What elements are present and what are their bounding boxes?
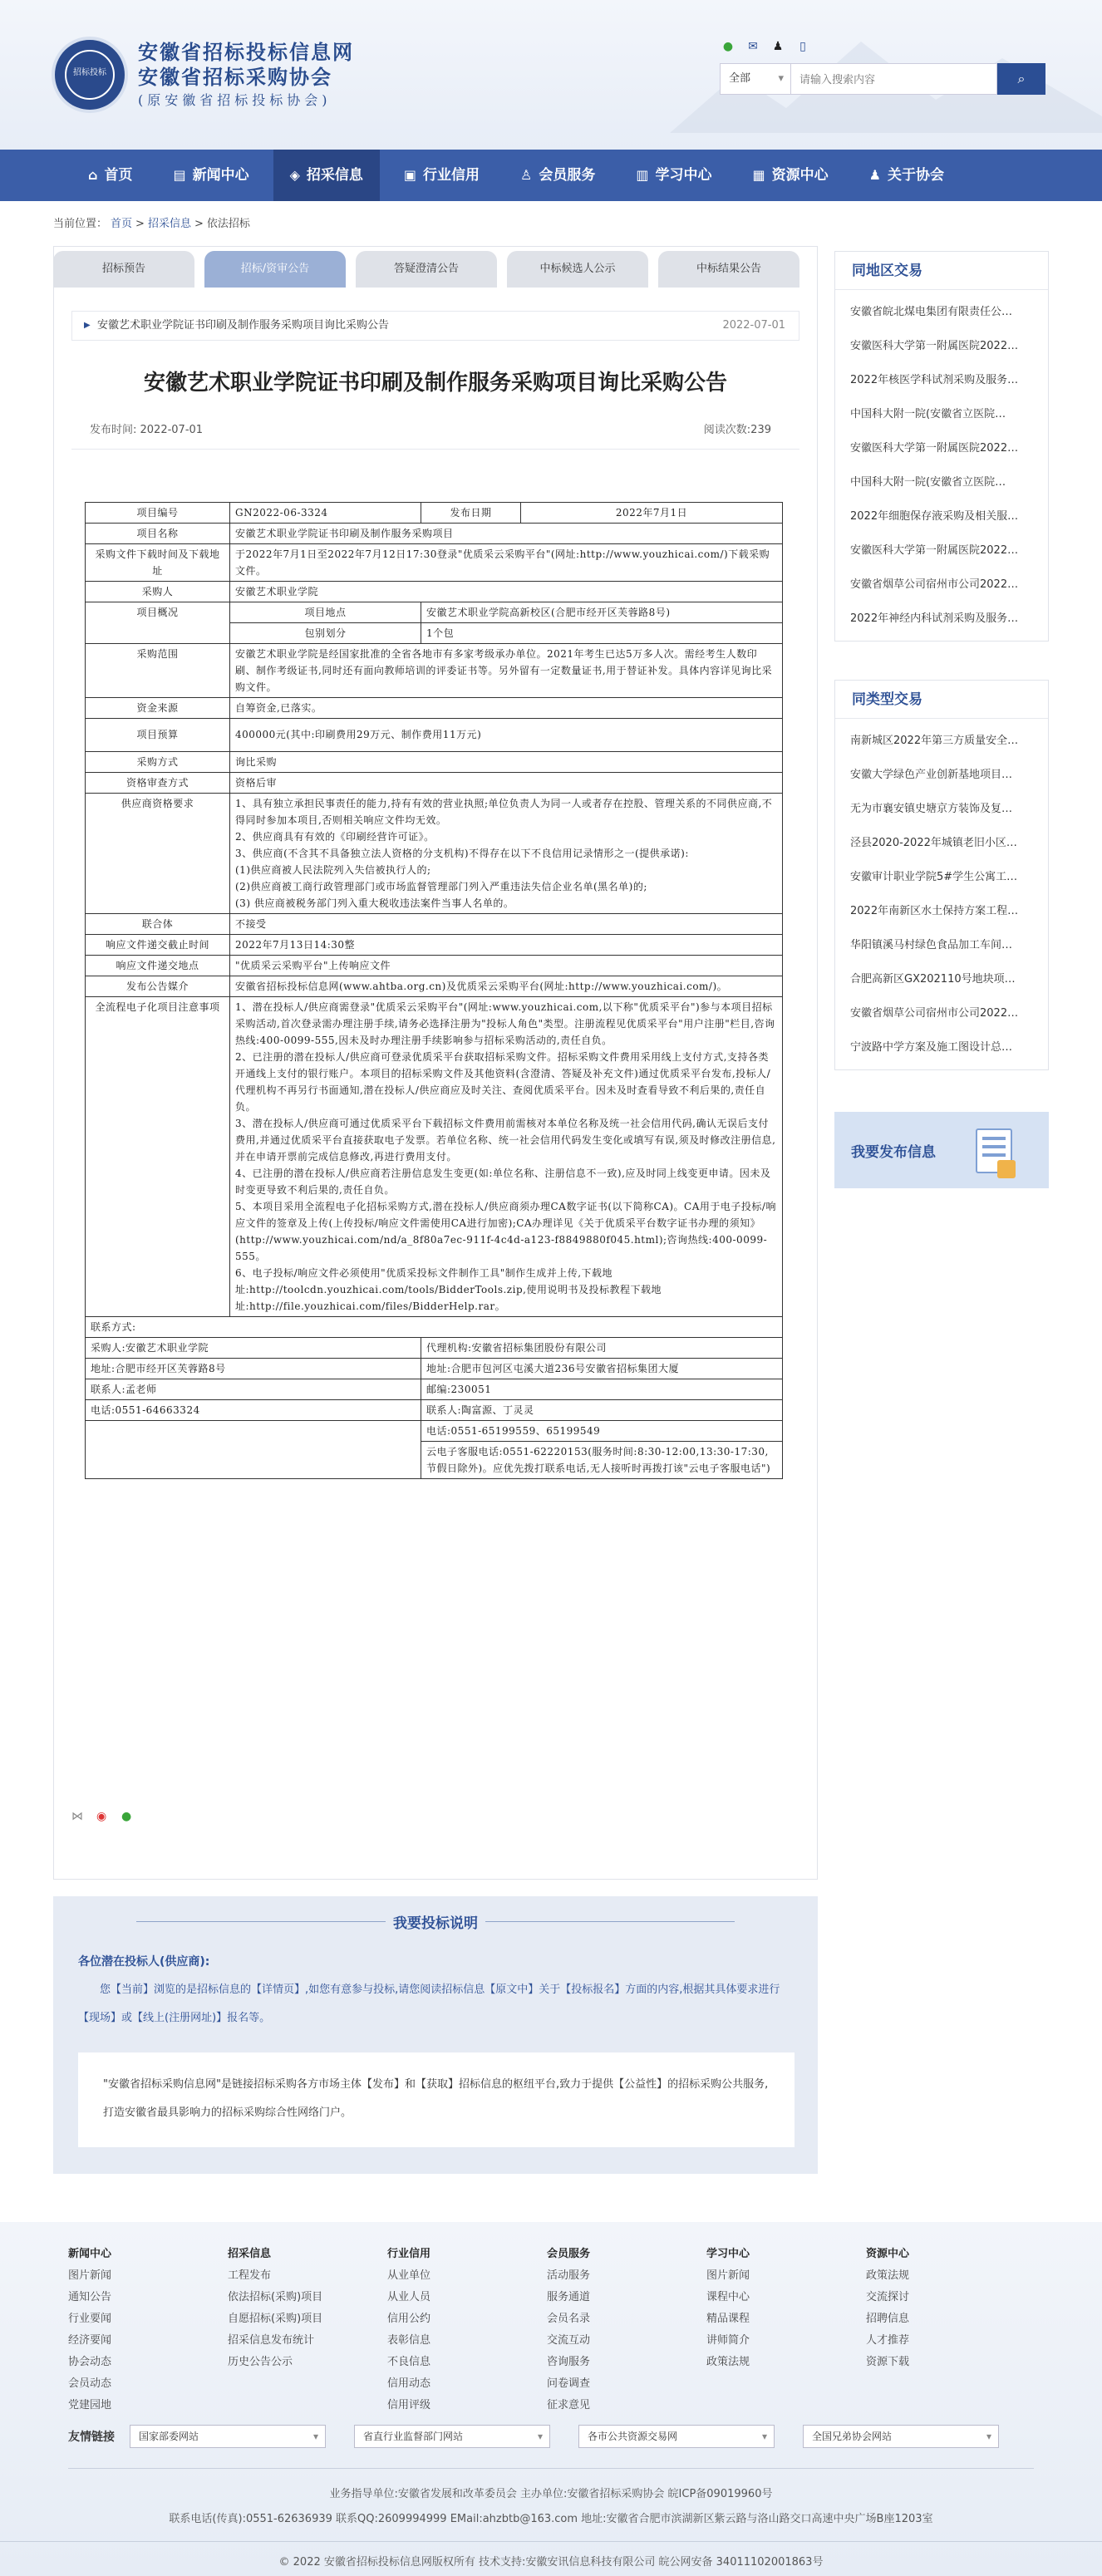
- side-item[interactable]: 安徽医科大学第一附属医院2022…: [850, 340, 1019, 352]
- breadcrumb-current: 依法招标: [206, 218, 250, 230]
- search-input[interactable]: [791, 63, 997, 95]
- breadcrumb-home[interactable]: 首页: [111, 218, 133, 230]
- side-heading: 同地区交易: [835, 252, 1048, 290]
- doc-line: 5、本项目采用全流程电子化招标采购方式,潜在投标人/供应商须办理CA数字证书(以下简称CA)。CA用于电子投标/响应文件的签章及上传(上传投标/响应文件需使用CA进行加密);CA办理详见《关于优质采平台数字证书办理的须知》(http://www.youzhicai.com/nd/a_8f80a7ec-911f-4c4d-a123-f8849880f045.html);咨询热线:400-0099-555。: [235, 1201, 776, 1262]
- side-item[interactable]: 中国科大附一院(安徽省立医院…: [850, 476, 1006, 489]
- site-footer: [0, 2222, 1102, 2576]
- nav-label: 新闻中心: [192, 167, 249, 184]
- contact-person-2: 联系人:陶富源、丁灵灵: [421, 1400, 783, 1421]
- footer-col-title[interactable]: 学习中心: [706, 2248, 750, 2260]
- nav-label: 招采信息: [306, 167, 363, 184]
- footer-col-title[interactable]: 会员服务: [547, 2248, 591, 2260]
- contact-service: 云电子客服电话:0551-62220153(服务时间:8:30-12:00,13:30-17:30,节假日除外)。应优先拨打联系电话,无人接听时再拨打该"云电子客服电话"): [421, 1442, 783, 1479]
- footer-link[interactable]: 党建园地: [68, 2399, 112, 2411]
- mobile-icon[interactable]: ▯: [799, 40, 806, 53]
- friend-links-label: 友情链接: [68, 2431, 115, 2444]
- tab-clarification[interactable]: 答疑澄清公告: [356, 251, 497, 288]
- search-button[interactable]: [997, 63, 1045, 95]
- side-item[interactable]: 无为市襄安镇史塘京方装饰及复…: [850, 803, 1013, 815]
- search-icon: ⌕: [1017, 71, 1026, 86]
- instructions-para: 您【当前】浏览的是招标信息的【详情页】,如您有意参与投标,请您阅读招标信息【原文中】关于【投标报名】方面的内容,根据其具体要求进行【现场】或【线上(注册网址)】报名等。: [78, 1984, 780, 2024]
- footer-link[interactable]: 征求意见: [547, 2399, 591, 2411]
- friend-link-select[interactable]: 国家部委网站 ▾: [130, 2425, 326, 2448]
- site-logo[interactable]: [52, 37, 128, 113]
- doc-value: 不接受: [230, 914, 783, 935]
- mail-icon[interactable]: ✉: [748, 40, 758, 53]
- footer-link[interactable]: 精品课程: [706, 2313, 750, 2325]
- doc-value: 安徽艺术职业学院是经国家批准的全省各地市有多家考级承办单位。2021年考生已达5万多人次。需经考生人数印刷、制作考级证书,同时还有面向教师培训的评委证书等。另外留有一定数量证书,用于替证补发。具体内容详见询比采购文件。: [230, 644, 783, 698]
- doc-line: 3、潜在投标人/供应商可通过优质采平台下载招标文件费用前需核对本单位名称及统一社会信用代码,确认无误后支付费用,并通过优质采平台直接获取电子发票。若单位名称、统一社会信用代码发生变化或填写有误,须及时修改注册信息,并在申请开票前完成信息修改,再进行费用支付。: [235, 1118, 776, 1163]
- side-item[interactable]: 2022年南新区水土保持方案工程…: [850, 905, 1019, 917]
- doc-line: 3、供应商(不含其不具备独立法人资格的分支机构)不得存在以下不良信用记录情形之一(提供承诺):: [235, 848, 689, 859]
- nav-label: 首页: [104, 167, 133, 184]
- side-item[interactable]: 安徽省烟草公司宿州市公司2022…: [850, 578, 1019, 591]
- top-icons: [721, 40, 809, 53]
- notice-tabs: [53, 251, 818, 288]
- doc-key: 项目名称: [86, 524, 230, 544]
- footer-link[interactable]: 招采信息发布统计: [228, 2334, 315, 2347]
- publish-time: 发布时间: 2022-07-01: [90, 424, 204, 436]
- side-type-trades: [834, 680, 1049, 1070]
- nav-label: 行业信用: [423, 167, 480, 184]
- footer-link[interactable]: 课程中心: [706, 2291, 750, 2303]
- footer-col: [228, 2244, 387, 2416]
- nav-news[interactable]: [156, 150, 265, 201]
- footer-link[interactable]: 服务通道: [547, 2291, 591, 2303]
- footer-link[interactable]: 交流互动: [547, 2334, 591, 2347]
- nav-label: 关于协会: [887, 167, 944, 184]
- layers-icon: ◈: [289, 167, 300, 183]
- notice-document: [85, 502, 783, 1479]
- search-bar: [720, 63, 1045, 95]
- nav-label: 会员服务: [539, 167, 596, 184]
- breadcrumb-prefix: 当前位置：: [53, 218, 108, 230]
- footer-link[interactable]: 从业人员: [387, 2291, 431, 2303]
- doc-value: 资格后审: [230, 773, 783, 794]
- footer-col: [866, 2244, 1026, 2416]
- publish-info-button[interactable]: [834, 1112, 1049, 1188]
- footer-link[interactable]: 咨询服务: [547, 2356, 591, 2368]
- doc-line: 4、已注册的潜在投标人/供应商若注册信息发生变更(如:单位名称、注册信息不一致),应及时同上线变更申请。因未及时变更导致不利后果的,责任自负。: [235, 1168, 771, 1196]
- doc-value: [230, 997, 783, 1317]
- doc-key: 采购文件下载时间及下载地址: [86, 544, 230, 582]
- side-item[interactable]: 2022年神经内科试剂采购及服务…: [850, 612, 1019, 625]
- doc-key: 项目编号: [86, 503, 230, 524]
- doc-key: 响应文件递交地点: [86, 956, 230, 976]
- breadcrumb-sep: >: [135, 218, 145, 230]
- footer-link[interactable]: 信用动态: [387, 2377, 431, 2390]
- doc-value: GN2022-06-3324: [230, 503, 421, 524]
- notice-date: 2022-07-01: [722, 319, 785, 332]
- nav-procurement[interactable]: [273, 150, 380, 201]
- footer-link[interactable]: 会员动态: [68, 2377, 112, 2390]
- side-item[interactable]: 泾县2020-2022年城镇老旧小区…: [850, 837, 1017, 849]
- footer-line-3: © 2022 安徽省招标投标信息网版权所有 技术支持:安徽安讯信息科技有限公司 皖公网安备 34011102001863号: [278, 2556, 824, 2569]
- nav-member[interactable]: [504, 150, 612, 201]
- logo-text: 招标投标: [73, 68, 106, 77]
- footer-col: [706, 2244, 866, 2416]
- instructions-heading: 我要投标说明: [393, 1915, 478, 1932]
- footer-link[interactable]: 问卷调查: [547, 2377, 591, 2390]
- doc-line: (3) 供应商被税务部门列入重大税收违法案件当事人名单的。: [235, 897, 514, 909]
- doc-key: 供应商资格要求: [86, 794, 230, 914]
- doc-key: 项目概况: [86, 602, 230, 644]
- nav-resources[interactable]: [735, 150, 844, 201]
- search-scope-select[interactable]: 全部 ▾: [720, 63, 791, 95]
- doc-key: 联合体: [86, 914, 230, 935]
- footer-link[interactable]: 从业单位: [387, 2269, 431, 2282]
- contact-address-2: 地址:合肥市包河区屯溪大道236号安徽省招标集团大厦: [421, 1359, 783, 1379]
- tab-bid-notice[interactable]: 招标/资审公告: [204, 251, 346, 288]
- footer-col-title[interactable]: 招采信息: [228, 2248, 272, 2260]
- doc-value: 于2022年7月1日至2022年7月12日17:30登录"优质采云采购平台"(网址:http://www.youzhicai.com/)下载采购文件。: [230, 544, 783, 582]
- footer-link[interactable]: 会员名录: [547, 2313, 591, 2325]
- side-local-trades: [834, 251, 1049, 642]
- people-icon: ♟: [868, 167, 881, 183]
- footer-link[interactable]: 行业要闻: [68, 2313, 112, 2325]
- doc-value: 400000元(其中:印刷费用29万元、制作费用11万元): [230, 719, 783, 752]
- publish-info-label: 我要发布信息: [851, 1144, 936, 1161]
- side-item[interactable]: 安徽医科大学第一附属医院2022…: [850, 544, 1019, 557]
- qq-icon[interactable]: ♟: [772, 40, 784, 53]
- footer-link[interactable]: 信用公约: [387, 2313, 431, 2325]
- footer-link[interactable]: 图片新闻: [68, 2269, 112, 2282]
- friend-link-select[interactable]: 全国兄弟协会网站 ▾: [803, 2425, 999, 2448]
- side-item[interactable]: 安徽医科大学第一附属医院2022…: [850, 442, 1019, 455]
- doc-value: 安徽艺术职业学院: [230, 582, 783, 602]
- footer-link[interactable]: 政策法规: [706, 2356, 750, 2368]
- doc-key: 资金来源: [86, 698, 230, 719]
- footer-link[interactable]: 通知公告: [68, 2291, 112, 2303]
- contact-tel-1: 电话:0551-64663324: [86, 1400, 421, 1421]
- doc-value: 安徽艺术职业学院高新校区(合肥市经开区芙蓉路8号): [421, 602, 783, 623]
- breadcrumb-sep: >: [194, 218, 204, 230]
- tab-preview[interactable]: 招标预告: [53, 251, 194, 288]
- side-item[interactable]: 安徽省烟草公司宿州市公司2022…: [850, 1007, 1019, 1020]
- doc-line: 6、电子投标/响应文件必须使用"优质采投标文件制作工具"制作生成并上传,下载地址:http://toolcdn.youzhicai.com/tools/BidderTools.zip,使用说明书及投标教程下载地址:http://file.youzhicai.com/files/BidderHelp.rar。: [235, 1267, 662, 1312]
- footer-link[interactable]: 历史公告公示: [228, 2356, 293, 2368]
- wechat-icon[interactable]: ●: [722, 40, 734, 53]
- footer-col-title[interactable]: 资源中心: [866, 2248, 910, 2260]
- doc-key: 采购范围: [86, 644, 230, 698]
- book-icon: ▥: [636, 167, 649, 183]
- footer-link[interactable]: 不良信息: [387, 2356, 431, 2368]
- home-icon: ⌂: [88, 167, 98, 183]
- nav-label: 学习中心: [655, 167, 712, 184]
- contact-agent: 代理机构:安徽省招标集团股份有限公司: [421, 1338, 783, 1359]
- notice-text: 安徽艺术职业学院证书印刷及制作服务采购项目询比采购公告: [97, 319, 390, 332]
- side-item[interactable]: 中国科大附一院(安徽省立医院…: [850, 408, 1006, 420]
- side-item[interactable]: 安徽大学绿色产业创新基地项目…: [850, 769, 1013, 781]
- footer-link[interactable]: 依法招标(采购)项目: [228, 2291, 323, 2303]
- instructions-box: "安徽省招标采购信息网"是链接招标采购各方市场主体【发布】和【获取】招标信息的枢纽平台,致力于提供【公益性】的招标采购公共服务,打造安徽省最具影响力的招标采购综合性网络门户。: [78, 2052, 795, 2147]
- side-item[interactable]: 安徽省皖北煤电集团有限责任公…: [850, 306, 1013, 318]
- footer-link[interactable]: 表彰信息: [387, 2334, 431, 2347]
- site-title-2: 安徽省招标采购协会: [138, 65, 332, 89]
- user-icon: ♙: [520, 167, 533, 183]
- footer-link[interactable]: 经济要闻: [68, 2334, 112, 2347]
- breadcrumb: [53, 214, 253, 230]
- divider: [71, 449, 799, 450]
- footer-col: [387, 2244, 547, 2416]
- doc-line: 1、具有独立承担民事责任的能力,持有有效的营业执照;单位负责人为同一人或者存在控股、管理关系的不同供应商,不得同时参加本项目,否则相关响应文件均无效。: [235, 798, 773, 826]
- chart-icon: [997, 1160, 1016, 1178]
- side-heading: 同类型交易: [835, 681, 1048, 719]
- share-icon[interactable]: ⋈: [71, 1810, 83, 1823]
- doc-key: 响应文件递交截止时间: [86, 935, 230, 956]
- contact-buyer: 采购人:安徽艺术职业学院: [86, 1338, 421, 1359]
- doc-key: 采购方式: [86, 752, 230, 773]
- footer-link[interactable]: 人才推荐: [866, 2334, 910, 2347]
- wechat-share-icon[interactable]: ●: [121, 1810, 132, 1823]
- footer-link[interactable]: 交流探讨: [866, 2291, 910, 2303]
- footer-link[interactable]: 活动服务: [547, 2269, 591, 2282]
- breadcrumb-procurement[interactable]: 招采信息: [147, 218, 191, 230]
- contact-heading: 联系方式:: [86, 1317, 783, 1338]
- doc-key: 项目地点: [230, 602, 421, 623]
- nav-about[interactable]: [853, 150, 961, 201]
- article-title: 安徽艺术职业学院证书印刷及制作服务采购项目询比采购公告: [143, 371, 727, 396]
- doc-value: 2022年7月1日: [521, 503, 783, 524]
- nav-label: 资源中心: [771, 167, 829, 184]
- share-bar: [71, 1810, 138, 1825]
- contact-empty: [86, 1421, 421, 1479]
- doc-value: [230, 794, 783, 914]
- tab-candidate[interactable]: 中标候选人公示: [507, 251, 648, 288]
- friend-link-select[interactable]: 各市公共资源交易网 ▾: [578, 2425, 775, 2448]
- footer-link[interactable]: 资源下载: [866, 2356, 910, 2368]
- doc-line: 2、供应商具有有效的《印刷经营许可证》。: [235, 831, 435, 843]
- footer-link[interactable]: 讲师简介: [706, 2334, 750, 2347]
- doc-line: (2)供应商被工商行政管理部门或市场监督管理部门列入严重违法失信企业名单(黑名单)的;: [235, 881, 647, 892]
- doc-key: 发布公告媒介: [86, 976, 230, 997]
- side-item[interactable]: 2022年细胞保存液采购及相关服…: [850, 510, 1019, 523]
- doc-value: 自筹资金,已落实。: [230, 698, 783, 719]
- divider: [0, 2541, 1102, 2542]
- footer-link[interactable]: 自愿招标(采购)项目: [228, 2313, 323, 2325]
- doc-value: 2022年7月13日14:30整: [230, 935, 783, 956]
- doc-value: "优质采云采购平台"上传响应文件: [230, 956, 783, 976]
- contact-tel-2: 电话:0551-65199559、65199549: [421, 1421, 783, 1442]
- side-item[interactable]: 安徽审计职业学院5#学生公寓工…: [850, 871, 1018, 883]
- folder-icon: ▦: [752, 167, 765, 183]
- weibo-icon[interactable]: ◉: [96, 1810, 107, 1823]
- doc-key: 发布日期: [421, 503, 521, 524]
- doc-value: 安徽艺术职业学院证书印刷及制作服务采购项目: [230, 524, 783, 544]
- bid-instructions: [53, 1896, 818, 2174]
- doc-line: 1、潜在投标人/供应商需登录"优质采云采购平台"(网址:www.youzhicai.com,以下称"优质采平台")参与本项目招标采购活动,首次登录需办理注册手续,请务必选择注册为"投标人角色"类型。注册流程见优质采平台"用户注册"栏目,咨询热线:400-0099-555,因未及时办理注册手续影响参与招标采购活动的,责任自负。: [235, 1001, 775, 1046]
- doc-key: 采购人: [86, 582, 230, 602]
- notice-item[interactable]: [71, 311, 799, 341]
- site-brand: [138, 40, 354, 111]
- friend-link-select[interactable]: 省直行业监督部门网站 ▾: [354, 2425, 550, 2448]
- side-item[interactable]: 华阳镇溪马村绿色食品加工车间…: [850, 939, 1013, 951]
- nav-credit[interactable]: [387, 150, 496, 201]
- view-count: 阅读次数:239: [703, 424, 771, 436]
- footer-columns: [68, 2244, 1026, 2416]
- news-icon: ▤: [173, 167, 186, 183]
- footer-col: [68, 2244, 228, 2416]
- doc-value: 询比采购: [230, 752, 783, 773]
- footer-link[interactable]: 信用评级: [387, 2399, 431, 2411]
- bullet-icon: ▶: [84, 321, 91, 330]
- side-item[interactable]: 南新城区2022年第三方质量安全…: [850, 735, 1019, 747]
- contact-person-1: 联系人:孟老师: [86, 1379, 421, 1400]
- footer-line-1: 业务指导单位:安徽省发展和改革委员会 主办单位:安徽省招标采购协会 皖ICP备09019960号: [329, 2488, 773, 2500]
- footer-link[interactable]: 协会动态: [68, 2356, 112, 2368]
- doc-line: 2、已注册的潜在投标人/供应商可登录优质采平台获取招标采购文件。招标采购文件费用采用线上支付方式,支持各类开通线上支付的银行账户。本项目的招标采购文件及其他资料(含澄清、答疑及补充文件)通过优质采平台发布,投标人/代理机构不再另行书面通知,潜在投标人/供应商应及时关注、查阅优质采平台。因未及时查看导致不利后果的,责任自负。: [235, 1051, 771, 1113]
- side-item[interactable]: 合肥高新区GX202110号地块项…: [850, 973, 1016, 986]
- footer-link[interactable]: 招聘信息: [866, 2313, 910, 2325]
- main-nav: [0, 150, 1102, 201]
- contact-address-1: 地址:合肥市经开区芙蓉路8号: [86, 1359, 421, 1379]
- doc-key: 全流程电子化项目注意事项: [86, 997, 230, 1317]
- doc-key: 包别划分: [230, 623, 421, 644]
- footer-col-title[interactable]: 新闻中心: [68, 2248, 112, 2260]
- divider: [68, 2468, 1034, 2469]
- contact-zip: 邮编:230051: [421, 1379, 783, 1400]
- footer-link[interactable]: 工程发布: [228, 2269, 272, 2282]
- side-item[interactable]: 2022年核医学科试剂采购及服务…: [850, 374, 1019, 386]
- footer-link[interactable]: 政策法规: [866, 2269, 910, 2282]
- nav-learning[interactable]: [619, 150, 728, 201]
- credit-icon: ▣: [403, 167, 417, 183]
- friend-links: [68, 2425, 1027, 2448]
- side-item[interactable]: 宁波路中学方案及施工图设计总…: [850, 1041, 1013, 1054]
- site-title-1: 安徽省招标投标信息网: [138, 40, 354, 64]
- nav-home[interactable]: [71, 150, 149, 201]
- site-title-3: (原安徽省招标投标协会): [138, 92, 332, 108]
- doc-line: (1)供应商被人民法院列入失信被执行人的;: [235, 864, 431, 876]
- footer-col: [547, 2244, 706, 2416]
- doc-value: 安徽省招标投标信息网(www.ahtba.org.cn)及优质采云采购平台(网址:http://www.youzhicai.com/)。: [230, 976, 783, 997]
- doc-key: 资格审查方式: [86, 773, 230, 794]
- doc-value: 1个包: [421, 623, 783, 644]
- footer-line-2: 联系电话(传真):0551-62636939 联系QQ:2609994999 EMail:ahzbtb@163.com 地址:安徽省合肥市滨湖新区紫云路与洛山路交口高速中央广场B座1203室: [169, 2513, 933, 2525]
- instructions-sub: 各位潜在投标人(供应商):: [78, 1955, 210, 1969]
- footer-col-title[interactable]: 行业信用: [387, 2248, 431, 2260]
- tab-result[interactable]: 中标结果公告: [658, 251, 799, 288]
- footer-link[interactable]: 图片新闻: [706, 2269, 750, 2282]
- doc-key: 项目预算: [86, 719, 230, 752]
